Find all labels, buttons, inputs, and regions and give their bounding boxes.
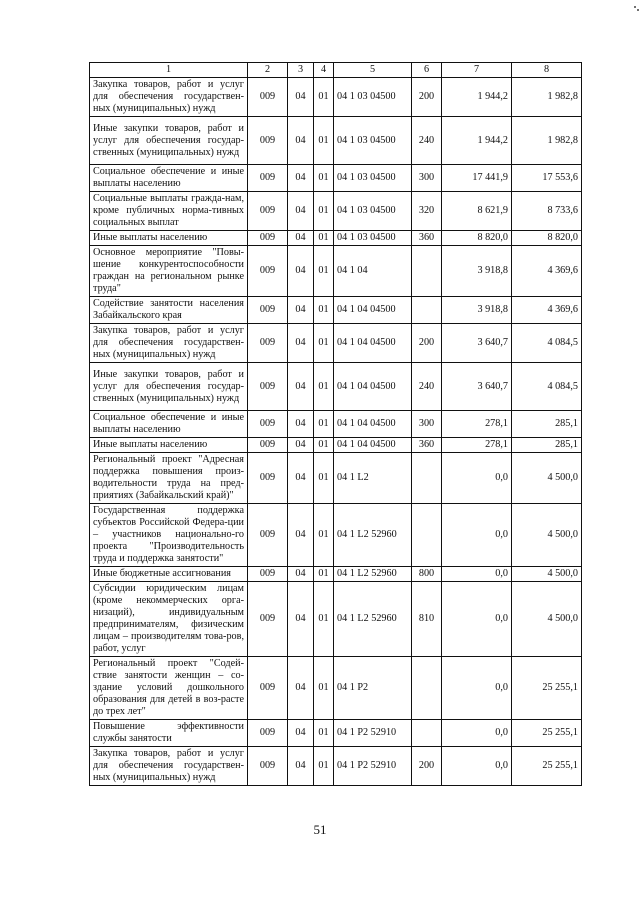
row-name-cell: Повышение эффективности службы занятости: [90, 720, 248, 747]
table-row: [90, 411, 582, 438]
row-col-2-cell: 009: [248, 78, 288, 117]
header-col-5: 5: [334, 63, 412, 78]
row-col-6-cell: 800: [412, 567, 442, 582]
row-col-5-cell: 04 1 04 04500: [334, 438, 412, 453]
row-name-cell: Иные выплаты населению: [90, 231, 248, 246]
row-col-2-cell: 009: [248, 582, 288, 657]
row-col-4-cell: 01: [314, 720, 334, 747]
row-col-8-cell: 4 084,5: [512, 363, 582, 411]
row-col-3-cell: 04: [288, 192, 314, 231]
row-col-4-cell: 01: [314, 297, 334, 324]
row-name-cell: Закупка товаров, работ и услуг для обеспечения государствен-ных (муниципальных) нужд: [90, 747, 248, 786]
row-col-8-cell: 4 084,5: [512, 324, 582, 363]
table-row: [90, 504, 582, 567]
row-col-3-cell: 04: [288, 297, 314, 324]
row-col-6-cell: [412, 720, 442, 747]
budget-table: [89, 62, 582, 786]
row-col-5-cell: 04 1 03 04500: [334, 231, 412, 246]
row-col-2-cell: 009: [248, 165, 288, 192]
row-col-7-cell: 17 441,9: [442, 165, 512, 192]
row-col-5-cell: 04 1 04: [334, 246, 412, 297]
row-col-3-cell: 04: [288, 567, 314, 582]
row-col-3-cell: 04: [288, 324, 314, 363]
row-col-6-cell: 200: [412, 747, 442, 786]
row-col-8-cell: 4 369,6: [512, 246, 582, 297]
row-col-2-cell: 009: [248, 411, 288, 438]
row-col-4-cell: 01: [314, 192, 334, 231]
row-col-7-cell: 0,0: [442, 567, 512, 582]
row-col-2-cell: 009: [248, 192, 288, 231]
table-row: [90, 165, 582, 192]
row-col-8-cell: 1 982,8: [512, 117, 582, 165]
row-name-cell: Социальные выплаты гражда-нам, кроме публичных норма-тивных социальных выплат: [90, 192, 248, 231]
row-name-cell: Региональный проект "Содей-ствие занятости женщин – со-здание условий дошкольного образования для детей в воз-расте до трех лет": [90, 657, 248, 720]
row-col-7-cell: 0,0: [442, 453, 512, 504]
row-col-6-cell: [412, 504, 442, 567]
row-col-6-cell: [412, 246, 442, 297]
row-col-6-cell: [412, 297, 442, 324]
row-col-8-cell: 25 255,1: [512, 720, 582, 747]
row-col-4-cell: 01: [314, 582, 334, 657]
row-col-6-cell: 360: [412, 438, 442, 453]
row-col-5-cell: 04 1 L2 52960: [334, 582, 412, 657]
row-col-5-cell: 04 1 03 04500: [334, 192, 412, 231]
row-col-5-cell: 04 1 03 04500: [334, 165, 412, 192]
row-col-5-cell: 04 1 04 04500: [334, 297, 412, 324]
table-body: [90, 78, 582, 786]
row-col-2-cell: 009: [248, 720, 288, 747]
row-name-cell: Субсидии юридическим лицам (кроме некоммерческих орга-низаций), индивидуальным предпринимателям, физическим лицам – производителям това-ров, работ, услуг: [90, 582, 248, 657]
row-col-3-cell: 04: [288, 504, 314, 567]
row-col-8-cell: 25 255,1: [512, 657, 582, 720]
row-col-7-cell: 1 944,2: [442, 78, 512, 117]
table-row: [90, 720, 582, 747]
row-col-8-cell: 4 500,0: [512, 567, 582, 582]
table-row: [90, 192, 582, 231]
table-row: [90, 582, 582, 657]
row-col-8-cell: 4 369,6: [512, 297, 582, 324]
row-col-8-cell: 285,1: [512, 411, 582, 438]
row-col-7-cell: 8 820,0: [442, 231, 512, 246]
header-col-4: 4: [314, 63, 334, 78]
row-col-3-cell: 04: [288, 438, 314, 453]
table-row: [90, 297, 582, 324]
row-col-5-cell: 04 1 L2 52960: [334, 504, 412, 567]
row-col-4-cell: 01: [314, 747, 334, 786]
row-col-3-cell: 04: [288, 720, 314, 747]
row-col-7-cell: 3 918,8: [442, 246, 512, 297]
row-col-2-cell: 009: [248, 657, 288, 720]
row-col-7-cell: 1 944,2: [442, 117, 512, 165]
row-col-2-cell: 009: [248, 246, 288, 297]
header-col-3: 3: [288, 63, 314, 78]
row-col-3-cell: 04: [288, 411, 314, 438]
row-col-3-cell: 04: [288, 582, 314, 657]
row-col-2-cell: 009: [248, 747, 288, 786]
row-col-3-cell: 04: [288, 165, 314, 192]
row-col-2-cell: 009: [248, 324, 288, 363]
header-col-7: 7: [442, 63, 512, 78]
row-col-7-cell: 3 918,8: [442, 297, 512, 324]
row-col-3-cell: 04: [288, 363, 314, 411]
row-col-7-cell: 0,0: [442, 504, 512, 567]
row-col-4-cell: 01: [314, 438, 334, 453]
row-col-4-cell: 01: [314, 411, 334, 438]
row-col-3-cell: 04: [288, 747, 314, 786]
row-col-7-cell: 278,1: [442, 438, 512, 453]
row-col-8-cell: 285,1: [512, 438, 582, 453]
table-row: [90, 453, 582, 504]
row-col-3-cell: 04: [288, 453, 314, 504]
row-col-5-cell: 04 1 P2 52910: [334, 720, 412, 747]
row-col-6-cell: [412, 657, 442, 720]
page-number: 51: [313, 822, 327, 837]
row-col-6-cell: 240: [412, 117, 442, 165]
table-header-row: [90, 63, 582, 78]
header-col-1: 1: [90, 63, 248, 78]
row-col-8-cell: 8 820,0: [512, 231, 582, 246]
table-row: [90, 567, 582, 582]
row-name-cell: Социальное обеспечение и иные выплаты населению: [90, 411, 248, 438]
row-col-7-cell: 0,0: [442, 582, 512, 657]
row-name-cell: Основное мероприятие "Повы-шение конкурентоспособности граждан на региональном рынке труда": [90, 246, 248, 297]
header-col-2: 2: [248, 63, 288, 78]
row-col-3-cell: 04: [288, 231, 314, 246]
row-col-2-cell: 009: [248, 453, 288, 504]
row-name-cell: Закупка товаров, работ и услуг для обеспечения государствен-ных (муниципальных) нужд: [90, 324, 248, 363]
row-col-6-cell: 300: [412, 165, 442, 192]
row-name-cell: Государственная поддержка субъектов Российской Федера-ции – участников национально-го проекта "Производительность труда и поддержка занятости": [90, 504, 248, 567]
table-row: [90, 324, 582, 363]
row-col-5-cell: 04 1 L2 52960: [334, 567, 412, 582]
row-col-7-cell: 3 640,7: [442, 324, 512, 363]
header-col-6: 6: [412, 63, 442, 78]
row-col-4-cell: 01: [314, 231, 334, 246]
row-col-7-cell: 0,0: [442, 720, 512, 747]
table-row: [90, 78, 582, 117]
row-col-2-cell: 009: [248, 567, 288, 582]
table-row: [90, 117, 582, 165]
scan-speck: [637, 9, 639, 11]
row-col-8-cell: 1 982,8: [512, 78, 582, 117]
row-col-5-cell: 04 1 04 04500: [334, 363, 412, 411]
row-col-4-cell: 01: [314, 657, 334, 720]
row-col-8-cell: 4 500,0: [512, 504, 582, 567]
row-col-4-cell: 01: [314, 324, 334, 363]
row-col-4-cell: 01: [314, 165, 334, 192]
row-col-8-cell: 4 500,0: [512, 582, 582, 657]
row-col-4-cell: 01: [314, 453, 334, 504]
row-name-cell: Иные выплаты населению: [90, 438, 248, 453]
row-col-6-cell: 240: [412, 363, 442, 411]
row-col-3-cell: 04: [288, 246, 314, 297]
table-row: [90, 747, 582, 786]
row-col-5-cell: 04 1 03 04500: [334, 78, 412, 117]
row-col-8-cell: 17 553,6: [512, 165, 582, 192]
row-col-7-cell: 278,1: [442, 411, 512, 438]
row-col-8-cell: 4 500,0: [512, 453, 582, 504]
row-col-4-cell: 01: [314, 246, 334, 297]
row-col-4-cell: 01: [314, 78, 334, 117]
row-col-6-cell: 200: [412, 324, 442, 363]
row-col-4-cell: 01: [314, 117, 334, 165]
row-name-cell: Иные закупки товаров, работ и услуг для обеспечения государ-ственных (муниципальных) нужд: [90, 117, 248, 165]
row-col-7-cell: 0,0: [442, 657, 512, 720]
row-col-6-cell: 300: [412, 411, 442, 438]
row-col-5-cell: 04 1 P2 52910: [334, 747, 412, 786]
row-col-5-cell: 04 1 04 04500: [334, 411, 412, 438]
row-col-6-cell: 810: [412, 582, 442, 657]
row-name-cell: Содействие занятости населения Забайкальского края: [90, 297, 248, 324]
row-col-2-cell: 009: [248, 363, 288, 411]
row-col-4-cell: 01: [314, 363, 334, 411]
row-name-cell: Социальное обеспечение и иные выплаты населению: [90, 165, 248, 192]
row-col-2-cell: 009: [248, 117, 288, 165]
table-row: [90, 438, 582, 453]
row-col-3-cell: 04: [288, 117, 314, 165]
table-row: [90, 657, 582, 720]
row-col-3-cell: 04: [288, 657, 314, 720]
row-col-6-cell: 200: [412, 78, 442, 117]
row-col-5-cell: 04 1 P2: [334, 657, 412, 720]
table-row: [90, 363, 582, 411]
row-col-7-cell: 8 621,9: [442, 192, 512, 231]
row-col-6-cell: [412, 453, 442, 504]
row-col-3-cell: 04: [288, 78, 314, 117]
table-row: [90, 231, 582, 246]
row-col-5-cell: 04 1 03 04500: [334, 117, 412, 165]
row-name-cell: Иные закупки товаров, работ и услуг для обеспечения государ-ственных (муниципальных) нужд: [90, 363, 248, 411]
header-col-8: 8: [512, 63, 582, 78]
row-col-6-cell: 360: [412, 231, 442, 246]
row-name-cell: Иные бюджетные ассигнования: [90, 567, 248, 582]
row-col-2-cell: 009: [248, 438, 288, 453]
scan-speck: [634, 6, 636, 8]
row-col-4-cell: 01: [314, 504, 334, 567]
row-col-6-cell: 320: [412, 192, 442, 231]
row-col-2-cell: 009: [248, 504, 288, 567]
row-col-5-cell: 04 1 L2: [334, 453, 412, 504]
row-col-4-cell: 01: [314, 567, 334, 582]
row-col-7-cell: 0,0: [442, 747, 512, 786]
row-col-2-cell: 009: [248, 297, 288, 324]
row-name-cell: Закупка товаров, работ и услуг для обеспечения государствен-ных (муниципальных) нужд: [90, 78, 248, 117]
row-col-8-cell: 25 255,1: [512, 747, 582, 786]
row-col-5-cell: 04 1 04 04500: [334, 324, 412, 363]
table-row: [90, 246, 582, 297]
row-col-2-cell: 009: [248, 231, 288, 246]
row-col-7-cell: 3 640,7: [442, 363, 512, 411]
row-col-8-cell: 8 733,6: [512, 192, 582, 231]
row-name-cell: Региональный проект "Адресная поддержка повышения произ-водительности труда на пред-приятиях (Забайкальский край)": [90, 453, 248, 504]
